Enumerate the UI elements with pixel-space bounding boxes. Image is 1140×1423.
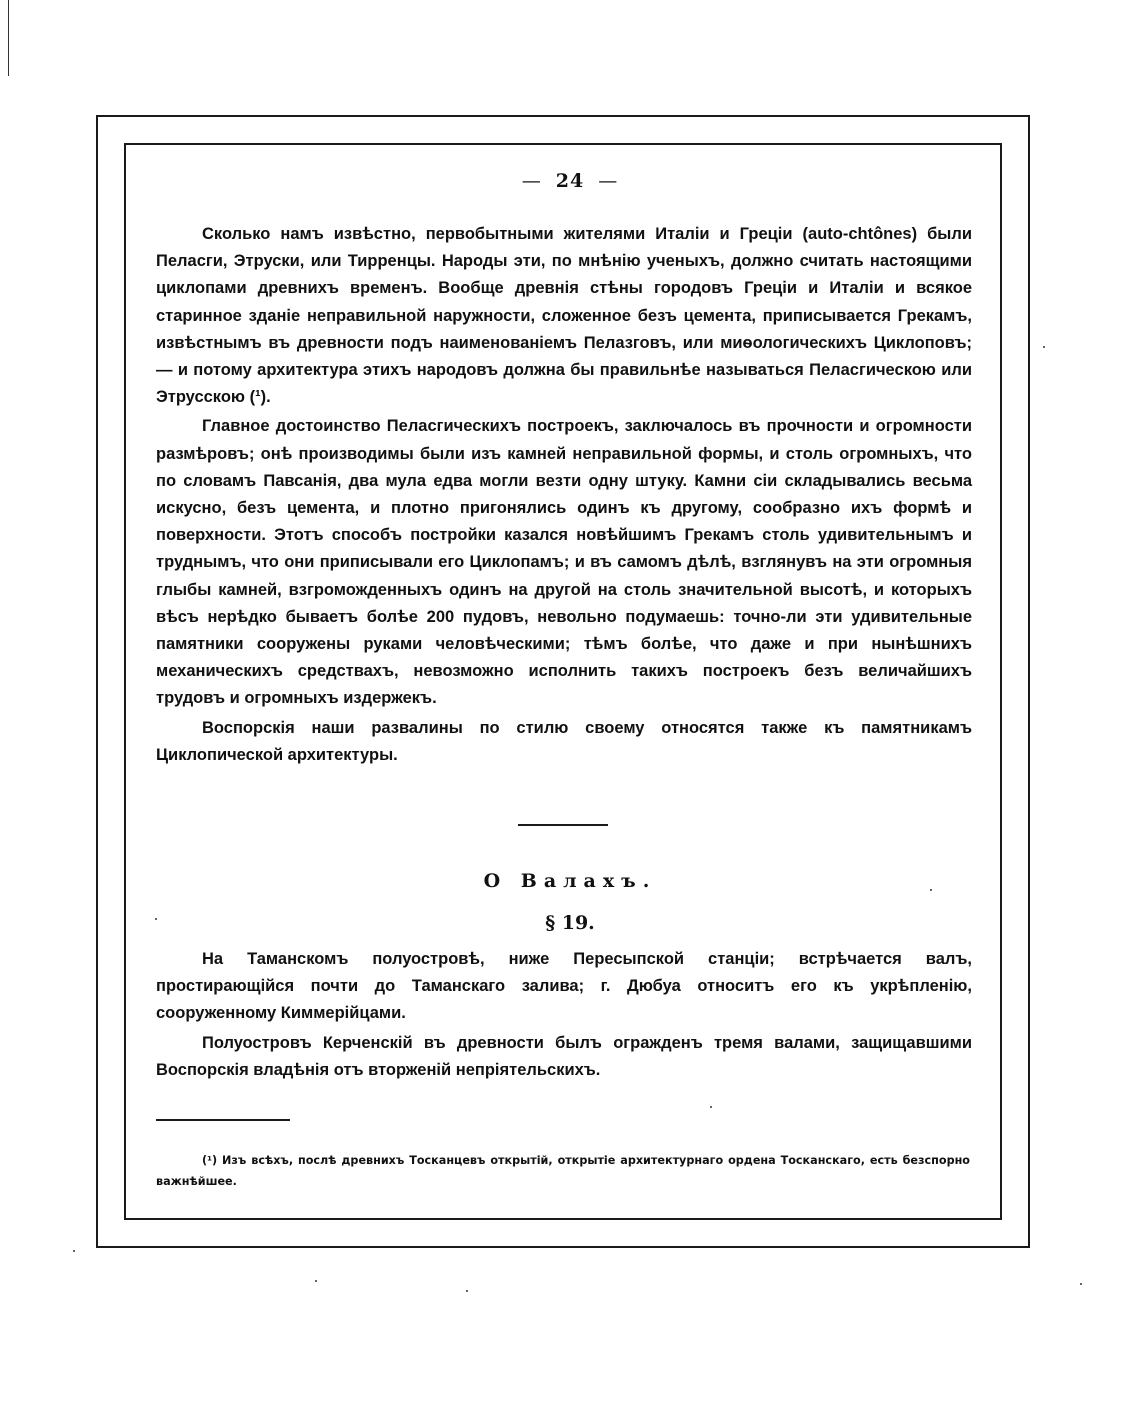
section-text-block [156,946,972,1086]
scan-speck [466,1290,468,1292]
section-number: § 19. [545,912,595,934]
page-edge-line [8,0,9,76]
scan-speck [1080,1283,1082,1285]
paragraph-bosporan-ruins: Воспорскія наши развалины по стилю своему относятся также къ памятникамъ Циклопической архитектуры. [156,718,972,764]
page-number-dash-left: — [521,170,542,192]
scan-speck [1043,346,1045,348]
paragraph-kerch-ramparts: Полуостровъ Керченскій въ древности былъ огражденъ тремя валами, защищавшими Воспорскія владѣнія отъ вторженій непріятельскихъ. [156,1033,972,1079]
scan-speck [930,889,932,891]
scan-speck [315,1280,317,1282]
main-text-block [156,221,972,771]
scan-speck [155,918,157,920]
paragraph-pelasgian-origins: Сколько намъ извѣстно, первобытными жителями Италіи и Греціи (auto-chtônes) были Пеласги, Этруски, или Тиррeнцы. Народы эти, по мнѣнію ученыхъ, должно считать настоящими циклопами древнихъ временъ. Вообще древнія стѣны городовъ Греціи и Италіи и всякое старинное зданіе неправильной наружности, сложенное безъ цемента, приписывается Грекамъ, извѣстнымъ въ древности подъ наименованіемъ Пелазговъ, или миѳологическихъ Циклоповъ; — и потому архитектура этихъ народовъ должна бы правильнѣе называться Пеласгическою или Этрусскою (¹). [156,225,972,407]
page-number [0,170,1140,192]
section-separator [518,824,608,826]
scan-speck [73,1250,75,1252]
page-number-value: 24 [555,170,585,192]
section-heading: О Валахъ. [483,870,657,892]
footnote: (¹) Изъ всѣхъ, послѣ древнихъ Тосканцевъ открытій, открытіе архитектурнаго ордена Тосканскаго, есть безспорно важнѣйшее. [156,1154,970,1188]
scan-speck [710,1106,712,1108]
footnote-rule [156,1119,290,1121]
paragraph-pelasgian-construction: Главное достоинство Пеласгическихъ построекъ, заключалось въ прочности и огромности размѣровъ; онѣ производимы были изъ камней неправильной формы, и столь огромныхъ, что по словамъ Павсанія, два мула едва могли везти одну штуку. Камни сіи складывались весьма искусно, безъ цемента, и плотно пригонялись одинъ къ другому, сообразно ихъ формѣ и поверхности. Этотъ способъ постройки казался новѣйшимъ Грекамъ столь удивительнымъ и труднымъ, что они приписывали его Циклопамъ; и въ самомъ дѣлѣ, взглянувъ на эти огромныя глыбы камней, взгроможденныхъ одинъ на другой на столь значительной высотѣ, и которыхъ вѣсъ нерѣдко бываетъ болѣе 200 пудовъ, невольно подумаешь: точно-ли эти удивительные памятники сооружены руками человѣческими; тѣмъ болѣе, что даже и при нынѣшнихъ механическихъ средствахъ, невозможно исполнить такихъ построекъ безъ величайшихъ трудовъ и огромныхъ издержекъ. [156,417,972,708]
page-number-dash-right: — [598,170,619,192]
paragraph-taman-rampart: На Таманскомъ полуостровѣ, ниже Пересыпской станціи; встрѣчается валъ, простирающійся почти до Таманскаго залива; г. Дюбуа относитъ его къ укрѣпленію, сооруженному Киммерійцами. [156,950,972,1023]
